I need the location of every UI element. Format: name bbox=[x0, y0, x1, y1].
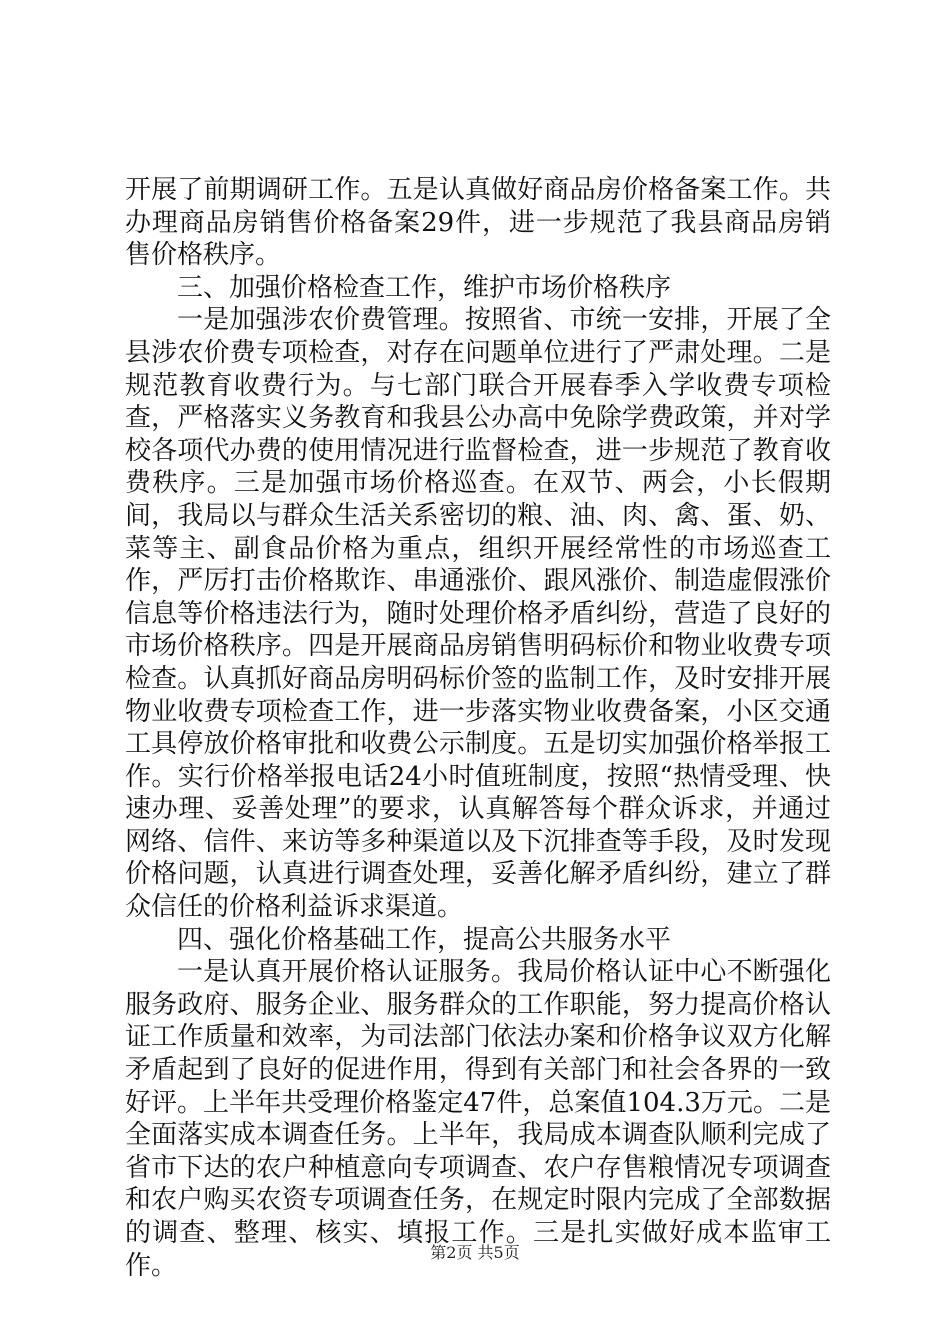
section-heading-4: 四、强化价格基础工作，提高公共服务水平 bbox=[177, 924, 672, 955]
document-body bbox=[125, 174, 831, 1282]
paragraph-3: 一是加强涉农价费管理。按照省、市统一安排，开展了全县涉农价费专项检查，对存在问题单位进行了严肃处理。二是规范教育收费行为。与七部门联合开展春季入学收费专项检查，严格落实义务教育和我县公办高中免除学费政策，并对学校各项代办费的使用情况进行监督检查，进一步规范了教育收费秩序。三是加强市场价格巡查。在双节、两会，小长假期间，我局以与群众生活关系密切的粮、油、肉、禽、蛋、奶、菜等主、副食品价格为重点，组织开展经常性的市场巡查工作，严厉打击价格欺诈、串通涨价、跟风涨价、制造虚假涨价信息等价格违法行为，随时处理价格矛盾纠纷，营造了良好的市场价格秩序。四是开展商品房销售明码标价和物业收费专项检查。认真抓好商品房明码标价签的监制工作，及时安排开展物业收费专项检查工作，进一步落实物业收费备案，小区交通工具停放价格审批和收费公示制度。五是切实加强价格举报工作。实行价格举报电话24小时值班制度，按照“热情受理、快速办理、妥善处理”的要求，认真解答每个群众诉求，并通过网络、信件、来访等多种渠道以及下沉排查等手段，及时发现价格问题，认真进行调查处理，妥善化解矛盾纠纷，建立了群众信任的价格利益诉求渠道。 bbox=[125, 305, 831, 923]
page-footer: 第2页 共5页 bbox=[430, 1243, 520, 1262]
paragraph-1: 开展了前期调研工作。五是认真做好商品房价格备案工作。共办理商品房销售价格备案29件，进一步规范了我县商品房销售价格秩序。 bbox=[125, 175, 831, 271]
paragraph-5: 一是认真开展价格认证服务。我局价格认证中心不断强化服务政府、服务企业、服务群众的工作职能，努力提高价格认证工作质量和效率，为司法部门依法办案和价格争议双方化解矛盾起到了良好的促进作用，得到有关部门和社会各界的一致好评。上半年共受理价格鉴定47件，总案值104.3万元。二是全面落实成本调查任务。上半年，我局成本调查队顺利完成了省市下达的农户种植意向专项调查、农户存售粮情况专项调查和农户购买农资专项调查任务，在规定时限内完成了全部数据的调查、整理、核实、填报工作。三是扎实做好成本监审工作。 bbox=[125, 957, 831, 1281]
section-heading-3: 三、加强价格检查工作，维护市场价格秩序 bbox=[177, 272, 672, 303]
